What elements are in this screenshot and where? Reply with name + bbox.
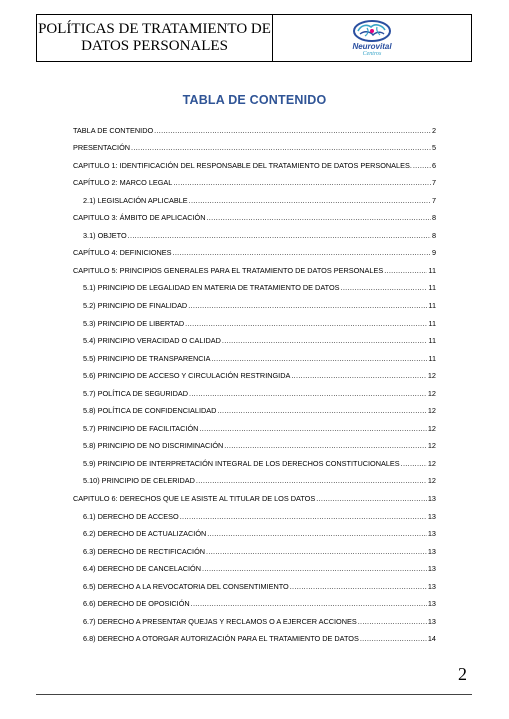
toc-entry-page: 13 (427, 599, 436, 609)
toc-entry-label: 5.6) PRINCIPIO DE ACCESO Y CIRCULACIÓN RESTRINGIDA (83, 371, 291, 381)
toc-entry-page: 9 (431, 248, 436, 258)
toc-entry[interactable] (73, 187, 436, 205)
toc-entry[interactable] (73, 538, 436, 556)
toc-entry-label: 6.8) DERECHO A OTORGAR AUTORIZACIÓN PARA EL TRATAMIENTO DE DATOS (83, 634, 359, 644)
toc-entry-page: 11 (428, 336, 436, 346)
toc-entry[interactable] (73, 626, 436, 644)
toc-entry-label: 3.1) OBJETO (83, 230, 127, 240)
toc-entry-page: 12 (427, 406, 436, 416)
toc-entry-page: 11 (428, 301, 436, 311)
toc-leader-dots (224, 441, 427, 450)
toc-leader-dots (180, 512, 427, 521)
toc-leader-dots (206, 213, 430, 222)
toc-leader-dots (290, 582, 427, 591)
toc-entry-page: 6 (431, 160, 436, 170)
toc-leader-dots (341, 283, 428, 292)
toc-entry-label: 5.9) PRINCIPIO DE INTERPRETACIÓN INTEGRAL DE LOS DERECHOS CONSTITUCIONALES (83, 458, 400, 468)
toc-entry[interactable] (73, 345, 436, 363)
toc-entry-page: 13 (427, 581, 436, 591)
toc-entry[interactable] (73, 608, 436, 626)
toc-entry-label: 5.8) PRINCIPIO DE NO DISCRIMINACIÓN (83, 441, 224, 451)
toc-leader-dots (217, 406, 426, 415)
toc-entry-label: 5.3) PRINCIPIO DE LIBERTAD (83, 318, 185, 328)
toc-entry-label: 5.7) PRINCIPIO DE FACILITACIÓN (83, 423, 199, 433)
toc-entry-label: 6.5) DERECHO A LA REVOCATORIA DEL CONSENTIMIENTO (83, 581, 289, 591)
toc-entry[interactable] (73, 222, 436, 240)
toc-entry[interactable] (73, 521, 436, 539)
document-title-line1: POLÍTICAS DE TRATAMIENTO DE (38, 21, 271, 37)
toc-entry-page: 12 (427, 388, 436, 398)
logo-name: Neurovital (352, 41, 392, 51)
toc-entry-page: 5 (431, 143, 436, 153)
toc-entry-page: 7 (431, 195, 436, 205)
toc-leader-dots (188, 301, 427, 310)
toc-entry-page: 7 (431, 178, 436, 188)
toc-entry-page: 13 (427, 546, 436, 556)
toc-leader-dots (185, 319, 427, 328)
toc-entry-page: 11 (428, 283, 436, 293)
toc-entry-label: 5.4) PRINCIPIO VERACIDAD O CALIDAD (83, 336, 221, 346)
toc-leader-dots (291, 371, 427, 380)
toc-entry-page: 8 (431, 213, 436, 223)
toc-entry-label: CAPITULO 3: ÁMBITO DE APLICACIÓN (73, 213, 206, 223)
toc-entry[interactable] (73, 310, 436, 328)
table-of-contents (73, 117, 436, 643)
toc-entry-label: 6.1) DERECHO DE ACCESO (83, 511, 179, 521)
toc-entry-label: CAPITULO 5: PRINCIPIOS GENERALES PARA EL TRATAMIENTO DE DATOS PERSONALES (73, 265, 384, 275)
toc-entry[interactable] (73, 468, 436, 486)
toc-leader-dots (173, 248, 431, 257)
toc-entry-page: 11 (428, 265, 436, 275)
toc-entry-label: 5.10) PRINCIPIO DE CELERIDAD (83, 476, 195, 486)
toc-leader-dots (222, 336, 428, 345)
toc-entry-page: 13 (427, 616, 436, 626)
toc-entry-label: CAPÍTULO 2: MARCO LEGAL (73, 178, 173, 188)
toc-entry-page: 14 (427, 634, 436, 644)
toc-entry[interactable] (73, 450, 436, 468)
toc-entry-label: 6.2) DERECHO DE ACTUALIZACIÓN (83, 529, 207, 539)
toc-leader-dots (413, 161, 431, 170)
toc-leader-dots (202, 564, 427, 573)
toc-entry-label: 5.5) PRINCIPIO DE TRANSPARENCIA (83, 353, 211, 363)
toc-leader-dots (358, 617, 427, 626)
toc-leader-dots (189, 389, 427, 398)
toc-entry-label: 5.7) POLÍTICA DE SEGURIDAD (83, 388, 189, 398)
toc-leader-dots (191, 599, 427, 608)
toc-entry-page: 11 (428, 318, 436, 328)
toc-entry[interactable] (73, 503, 436, 521)
toc-entry[interactable] (73, 240, 436, 258)
toc-entry-label: 6.3) DERECHO DE RECTIFICACIÓN (83, 546, 206, 556)
toc-entry-page: 11 (428, 353, 436, 363)
toc-heading: TABLA DE CONTENIDO (182, 93, 327, 107)
document-title-line2: DATOS PERSONALES (81, 38, 228, 54)
page-header (36, 14, 472, 62)
footer-rule (36, 694, 472, 695)
logo-subtitle: Centros (362, 50, 382, 57)
toc-entry-page: 12 (427, 441, 436, 451)
toc-leader-dots (196, 476, 427, 485)
toc-entry[interactable] (73, 380, 436, 398)
toc-entry-label: TABLA DE CONTENIDO (73, 125, 154, 135)
toc-entry[interactable] (73, 415, 436, 433)
toc-entry[interactable] (73, 556, 436, 574)
toc-entry-label: 6.7) DERECHO A PRESENTAR QUEJAS Y RECLAMOS O A EJERCER ACCIONES (83, 616, 357, 626)
toc-entry[interactable] (73, 170, 436, 188)
toc-entry[interactable] (73, 135, 436, 153)
toc-entry-label: CAPITULO 6: DERECHOS QUE LE ASISTE AL TITULAR DE LOS DATOS (73, 494, 316, 504)
toc-entry-page: 13 (427, 511, 436, 521)
toc-entry[interactable] (73, 485, 436, 503)
toc-entry-page: 12 (427, 458, 436, 468)
toc-entry-page: 12 (427, 371, 436, 381)
toc-entry-label: CAPÍTULO 4: DEFINICIONES (73, 248, 172, 258)
toc-entry[interactable] (73, 292, 436, 310)
toc-leader-dots (199, 424, 426, 433)
toc-entry-page: 2 (431, 125, 436, 135)
toc-entry-page: 12 (427, 423, 436, 433)
toc-leader-dots (384, 266, 427, 275)
page-number: 2 (458, 664, 467, 684)
brain-icon (349, 19, 395, 43)
toc-entry-page: 13 (427, 494, 436, 504)
toc-entry-page: 13 (427, 529, 436, 539)
toc-entry[interactable] (73, 363, 436, 381)
toc-leader-dots (211, 354, 427, 363)
toc-entry-page: 8 (431, 230, 436, 240)
toc-entry[interactable] (73, 591, 436, 609)
toc-entry-label: 6.6) DERECHO DE OPOSICIÓN (83, 599, 190, 609)
toc-entry[interactable] (73, 205, 436, 223)
toc-leader-dots (206, 547, 427, 556)
company-logo (273, 15, 471, 61)
toc-leader-dots (189, 196, 431, 205)
toc-entry-label: CAPITULO 1: IDENTIFICACIÓN DEL RESPONSABLE DEL TRATAMIENTO DE DATOS PERSONALES. (73, 160, 412, 170)
toc-entry[interactable] (73, 398, 436, 416)
toc-entry-label: 2.1) LEGISLACIÓN APLICABLE (83, 195, 188, 205)
toc-entry[interactable] (73, 573, 436, 591)
toc-leader-dots (131, 143, 431, 152)
toc-leader-dots (207, 529, 427, 538)
toc-leader-dots (173, 178, 431, 187)
toc-entry[interactable] (73, 152, 436, 170)
toc-entry-page: 13 (427, 564, 436, 574)
toc-entry[interactable] (73, 257, 436, 275)
toc-entry-label: PRESENTACIÓN (73, 143, 131, 153)
toc-entry-page: 12 (427, 476, 436, 486)
toc-entry-label: 6.4) DERECHO DE CANCELACIÓN (83, 564, 201, 574)
toc-entry[interactable] (73, 275, 436, 293)
document-title (37, 15, 273, 61)
toc-leader-dots (128, 231, 431, 240)
toc-entry[interactable] (73, 433, 436, 451)
toc-entry[interactable] (73, 328, 436, 346)
toc-leader-dots (360, 634, 427, 643)
toc-entry[interactable] (73, 117, 436, 135)
toc-entry-label: 5.1) PRINCIPIO DE LEGALIDAD EN MATERIA DE TRATAMIENTO DE DATOS (83, 283, 340, 293)
toc-leader-dots (316, 494, 427, 503)
toc-leader-dots (154, 126, 431, 135)
toc-entry-label: 5.2) PRINCIPIO DE FINALIDAD (83, 301, 188, 311)
toc-entry-label: 5.8) POLÍTICA DE CONFIDENCIALIDAD (83, 406, 217, 416)
toc-leader-dots (401, 459, 427, 468)
